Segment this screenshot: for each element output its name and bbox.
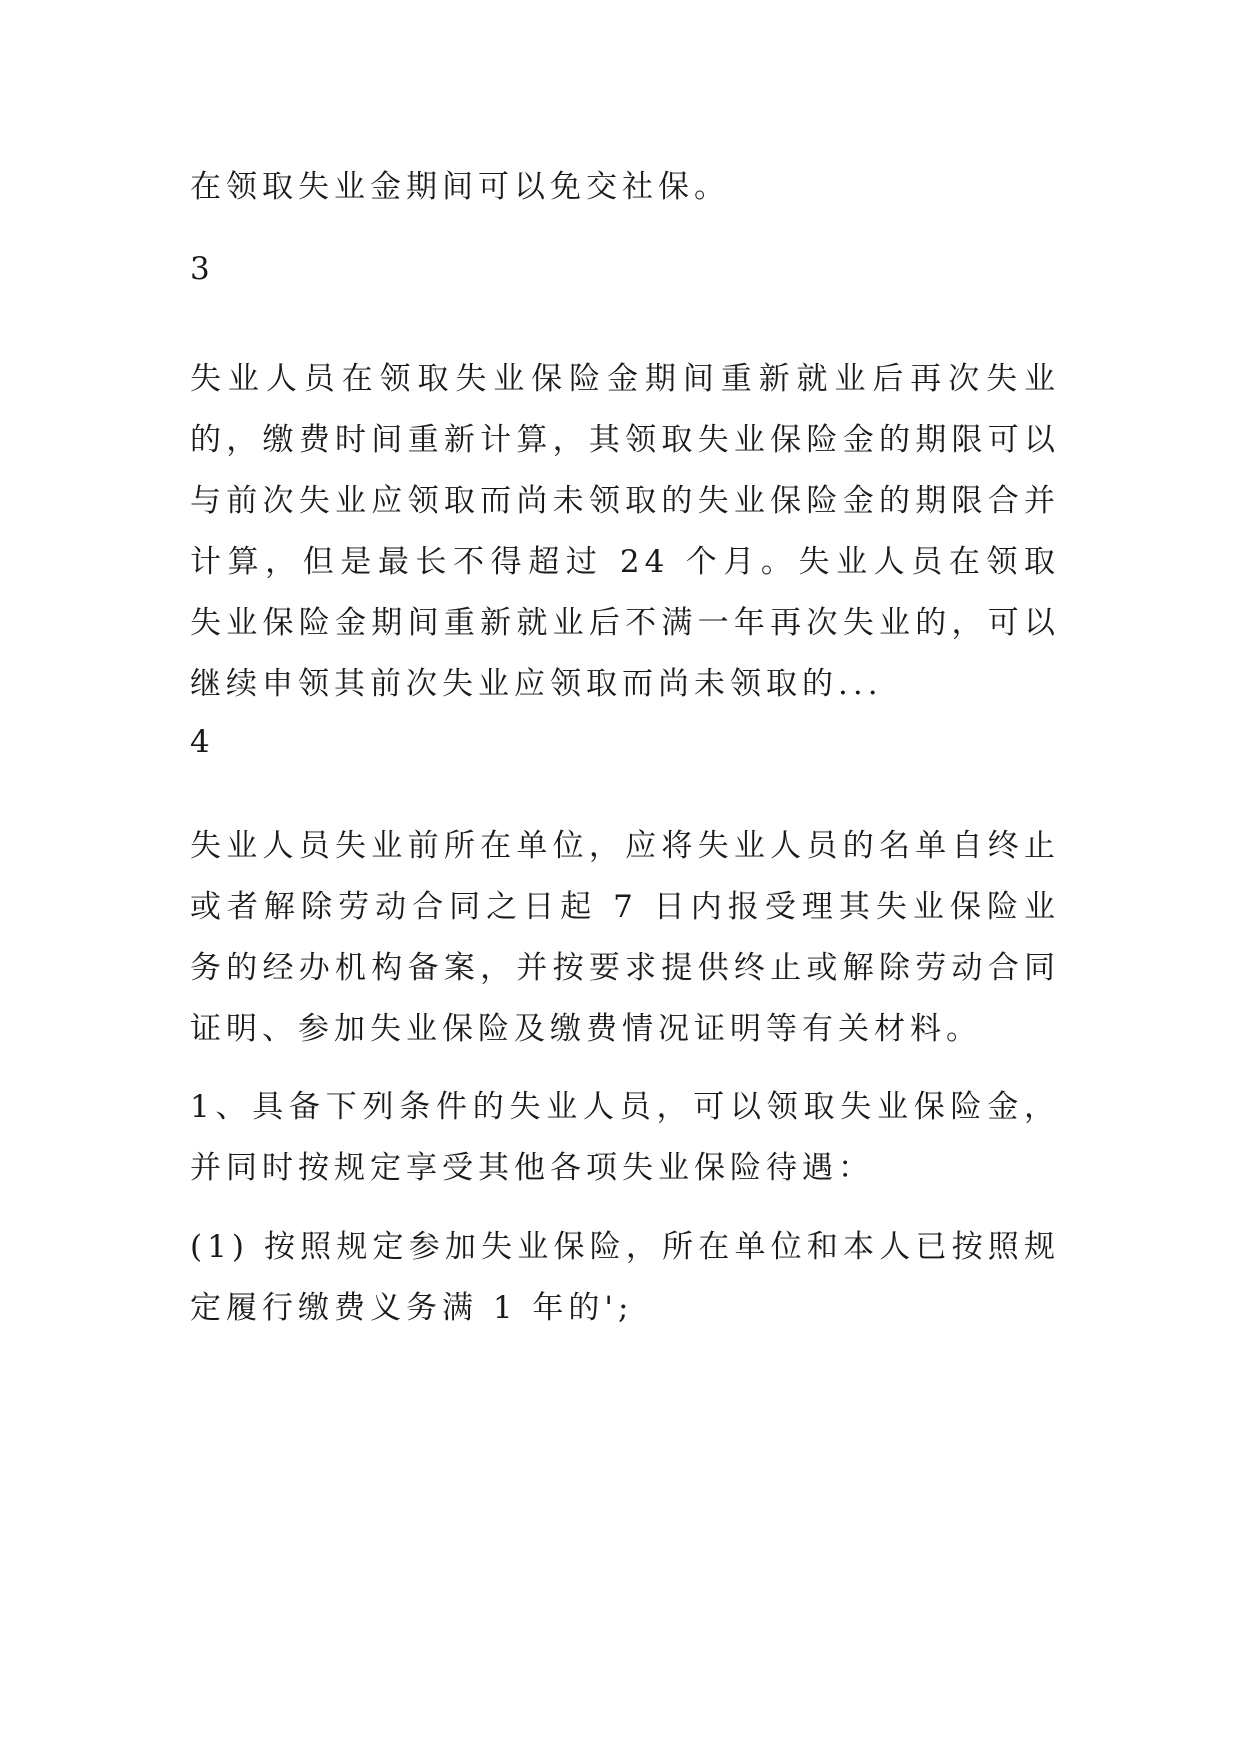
paragraph-reemployment: 失业人员在领取失业保险金期间重新就业后再次失业的，缴费时间重新计算，其领取失业保险金的期限可以与前次失业应领取而尚未领取的失业保险金的期限合并计算，但是最长不得超过 24 个月。失业人员在领取失业保险金期间重新就业后不满一年再次失业的，可以继续申领其前次失业应领取而尚未领取的... — [190, 361, 1060, 702]
section-number-3: 3 — [190, 251, 210, 287]
paragraph-conditions: 1、具备下列条件的失业人员，可以领取失业保险金，并同时按规定享受其他各项失业保险待遇： — [190, 1089, 1060, 1186]
paragraph-employer-filing: 失业人员失业前所在单位，应将失业人员的名单自终止或者解除劳动合同之日起 7 日内报受理其失业保险业务的经办机构备案，并按要求提供终止或解除劳动合同证明、参加失业保险及缴费情况证明等有关材料。 — [190, 828, 1060, 1047]
paragraph-condition-1: (1) 按照规定参加失业保险，所在单位和本人已按照规定履行缴费义务满 1 年的'; — [190, 1229, 1060, 1326]
paragraph-exemption: 在领取失业金期间可以免交社保。 — [190, 169, 730, 205]
section-number-4: 4 — [190, 724, 210, 760]
